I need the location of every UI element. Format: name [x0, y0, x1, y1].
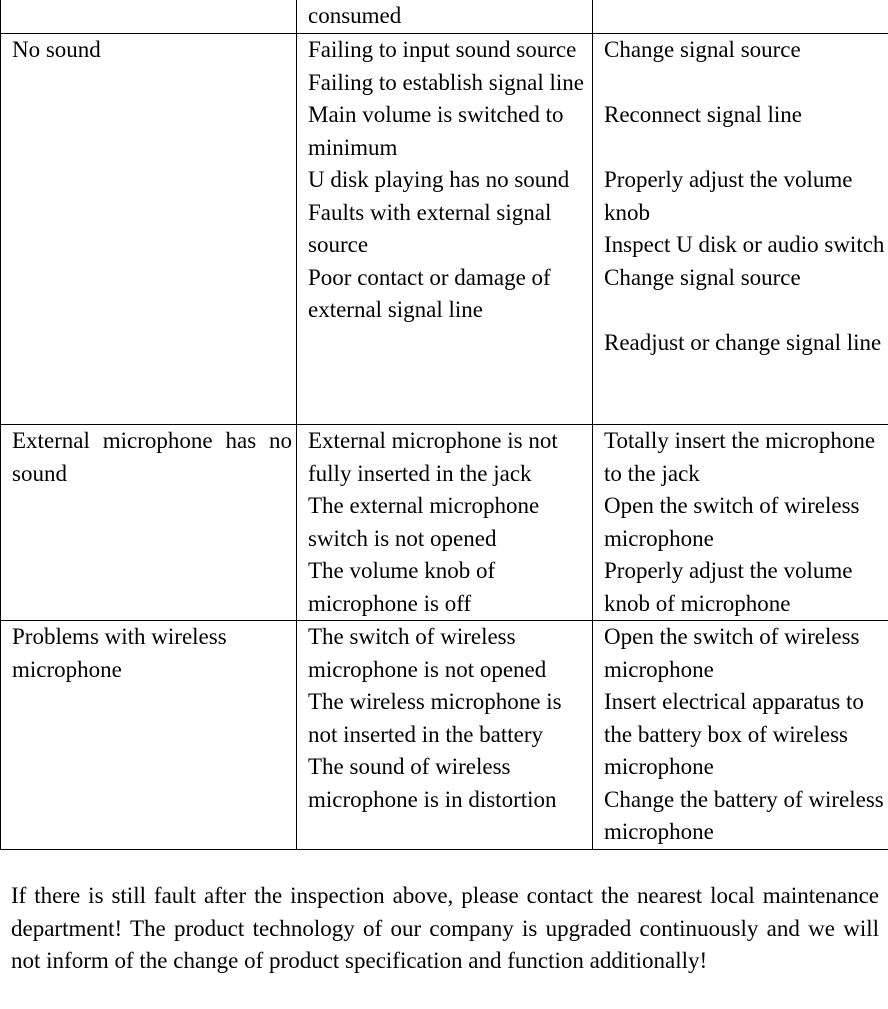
- solution-cell: [593, 425, 888, 621]
- table-row: [1, 425, 888, 621]
- cause-item: The volume knob of microphone is off: [308, 558, 496, 616]
- cause-item: Failing to establish signal line: [308, 69, 584, 95]
- solution-item: Change signal source: [604, 264, 801, 290]
- solution-item: Readjust or change signal line: [604, 329, 882, 355]
- cause-cell: [297, 34, 593, 425]
- footer-note: If there is still fault after the inspection above, please contact the nearest local maintenance department! The product technology of our company is upgraded continuously and we will not inform of the change of product specification and function additionally!: [11, 883, 879, 973]
- solution-item: Open the switch of wireless microphone: [604, 493, 860, 551]
- fault-cell: [1, 34, 297, 425]
- solution-item: Totally insert the microphone to the jack: [604, 428, 876, 486]
- solution-item: Change the battery of wireless microphone: [604, 786, 884, 844]
- cause-item: Poor contact or damage of external signal line: [308, 264, 551, 322]
- cause-item: Failing to input sound source: [308, 37, 577, 62]
- solution-item: Reconnect signal line: [604, 102, 802, 127]
- solution-item: Inspect U disk or audio switch: [604, 232, 885, 257]
- table-row: [1, 621, 888, 850]
- solution-cell: [593, 0, 888, 34]
- table-row: [1, 0, 888, 34]
- fault-label: No sound: [12, 37, 101, 62]
- cause-cell: [297, 425, 593, 621]
- solution-cell: [593, 621, 888, 850]
- cause-item: External microphone is not fully inserted in the jack: [308, 428, 558, 486]
- solution-cell: [593, 34, 888, 425]
- fault-cell: [1, 425, 297, 621]
- fault-cell: [1, 621, 297, 850]
- cause-item: The sound of wireless microphone is in distortion: [308, 754, 557, 812]
- fault-label: External microphone has no sound: [12, 428, 292, 486]
- cause-item: The external microphone switch is not opened: [308, 493, 540, 551]
- table-row: [1, 34, 888, 425]
- solution-item: Change signal source: [604, 37, 801, 62]
- cause-item: Main volume is switched to minimum: [308, 102, 564, 160]
- cause-item: The switch of wireless microphone is not opened: [308, 624, 547, 682]
- fault-cell: [1, 0, 297, 34]
- solution-item: Properly adjust the volume knob: [604, 167, 853, 225]
- solution-item: Insert electrical apparatus to the battery box of wireless microphone: [604, 689, 864, 779]
- cause-cell: consumed: [297, 0, 593, 34]
- solution-item: Open the switch of wireless microphone: [604, 624, 860, 682]
- cause-item: Faults with external signal source: [308, 199, 552, 257]
- cause-item: The wireless microphone is not inserted in the battery: [308, 689, 562, 747]
- solution-item: Properly adjust the volume knob of microphone: [604, 558, 853, 616]
- cause-item: U disk playing has no sound: [308, 167, 570, 192]
- cause-cell: [297, 621, 593, 850]
- fault-label: Problems with wireless microphone: [12, 624, 227, 682]
